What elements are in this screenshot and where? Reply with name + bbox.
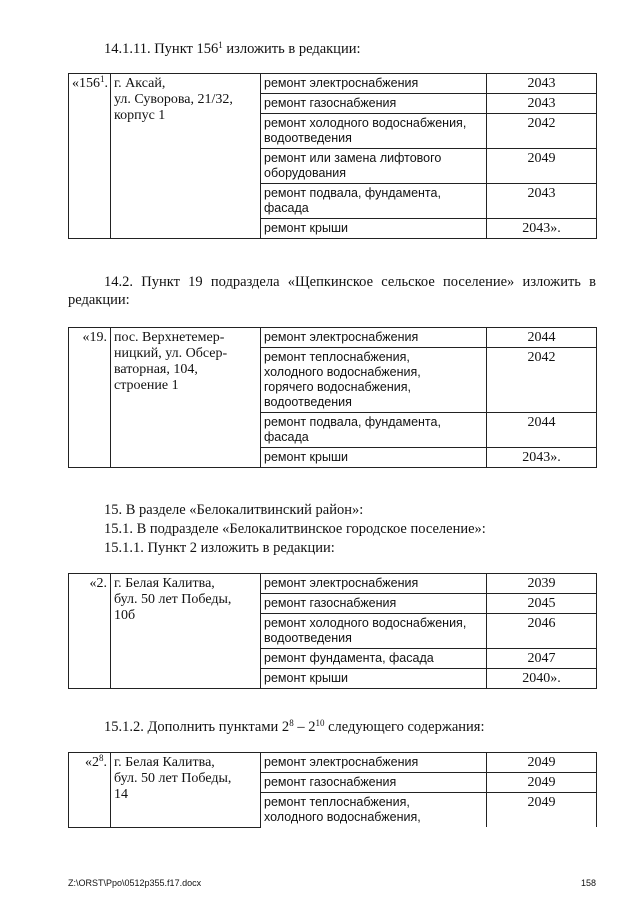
year-cell: 2049 bbox=[487, 793, 597, 828]
paragraph-15-1: 15.1. В подразделе «Белокалитвинское городское поселение»: bbox=[104, 521, 486, 537]
table-item-2 bbox=[68, 573, 597, 689]
year-cell: 2040». bbox=[487, 669, 597, 689]
work-type-cell: ремонт холодного водоснабжения, водоотведения bbox=[261, 114, 487, 149]
work-type-cell: ремонт подвала, фундамента, фасада bbox=[261, 413, 487, 448]
superscript: 1 bbox=[218, 40, 223, 50]
address-cell: г. Белая Калитва, бул. 50 лет Победы, 14 bbox=[111, 753, 261, 828]
year-cell: 2049 bbox=[487, 753, 597, 773]
paragraph-15: 15. В разделе «Белокалитвинский район»: bbox=[104, 502, 364, 518]
address-cell: пос. Верхнетемер- ницкий, ул. Обсер- ваторная, 104, строение 1 bbox=[111, 328, 261, 468]
table-row bbox=[69, 574, 597, 594]
year-cell: 2043 bbox=[487, 184, 597, 219]
work-type-cell: ремонт или замена лифтового оборудования bbox=[261, 149, 487, 184]
address-cell: г. Белая Калитва, бул. 50 лет Победы, 10б bbox=[111, 574, 261, 689]
footer-file-path: Z:\ORST\Ppo\0512p355.f17.docx bbox=[68, 878, 202, 888]
work-type-cell: ремонт газоснабжения bbox=[261, 94, 487, 114]
footer-page-number: 158 bbox=[580, 878, 596, 888]
year-cell: 2046 bbox=[487, 614, 597, 649]
work-type-cell: ремонт электроснабжения bbox=[261, 328, 487, 348]
item-number: «$2^8$. bbox=[69, 753, 111, 828]
work-type-cell: ремонт крыши bbox=[261, 669, 487, 689]
item-number: «$156^1$. bbox=[69, 74, 111, 239]
year-cell: 2039 bbox=[487, 574, 597, 594]
work-type-cell: ремонт теплоснабжения, холодного водоснабжения, горячего водоснабжения, водоотведения bbox=[261, 348, 487, 413]
paragraph-15-1-1: 15.1.1. Пункт 2 изложить в редакции: bbox=[104, 540, 335, 556]
work-type-cell: ремонт холодного водоснабжения, водоотведения bbox=[261, 614, 487, 649]
year-cell: 2043 bbox=[487, 74, 597, 94]
year-cell: 2042 bbox=[487, 114, 597, 149]
table-item-2-8 bbox=[68, 752, 597, 828]
year-cell: 2044 bbox=[487, 413, 597, 448]
work-type-cell: ремонт фундамента, фасада bbox=[261, 649, 487, 669]
table-item-19 bbox=[68, 327, 597, 468]
work-type-cell: ремонт крыши bbox=[261, 219, 487, 239]
table-row bbox=[69, 74, 597, 94]
work-type-cell: ремонт электроснабжения bbox=[261, 74, 487, 94]
table-row bbox=[69, 328, 597, 348]
year-cell: 2043 bbox=[487, 94, 597, 114]
year-cell: 2049 bbox=[487, 149, 597, 184]
year-cell: 2044 bbox=[487, 328, 597, 348]
table-row bbox=[69, 753, 597, 773]
item-number: «19. bbox=[69, 328, 111, 468]
paragraph-text: 14.1.11. Пункт 156 bbox=[104, 41, 219, 57]
table-item-156-1 bbox=[68, 73, 597, 239]
year-cell: 2047 bbox=[487, 649, 597, 669]
year-cell: 2043». bbox=[487, 219, 597, 239]
address-cell: г. Аксай, ул. Суворова, 21/32, корпус 1 bbox=[111, 74, 261, 239]
item-number: «2. bbox=[69, 574, 111, 689]
year-cell: 2049 bbox=[487, 773, 597, 793]
paragraph-text: изложить в редакции: bbox=[222, 41, 361, 57]
year-cell: 2045 bbox=[487, 594, 597, 614]
work-type-cell: ремонт крыши bbox=[261, 448, 487, 468]
work-type-cell: ремонт газоснабжения bbox=[261, 594, 487, 614]
work-type-cell: ремонт подвала, фундамента, фасада bbox=[261, 184, 487, 219]
work-type-cell: ремонт газоснабжения bbox=[261, 773, 487, 793]
work-type-cell: ремонт теплоснабжения, холодного водоснабжения, bbox=[261, 793, 487, 828]
paragraph-14-2: 14.2. Пункт 19 подраздела «Щепкинское сельское поселение» изложить в редакции: bbox=[68, 274, 596, 308]
paragraph-14-1-11 bbox=[104, 40, 361, 58]
paragraph-15-1-2: 15.1.2. Дополнить пунктами $2^8 - 2^{10}$ следующего содержания: bbox=[104, 718, 485, 735]
work-type-cell: ремонт электроснабжения bbox=[261, 574, 487, 594]
work-type-cell: ремонт электроснабжения bbox=[261, 753, 487, 773]
year-cell: 2042 bbox=[487, 348, 597, 413]
year-cell: 2043». bbox=[487, 448, 597, 468]
